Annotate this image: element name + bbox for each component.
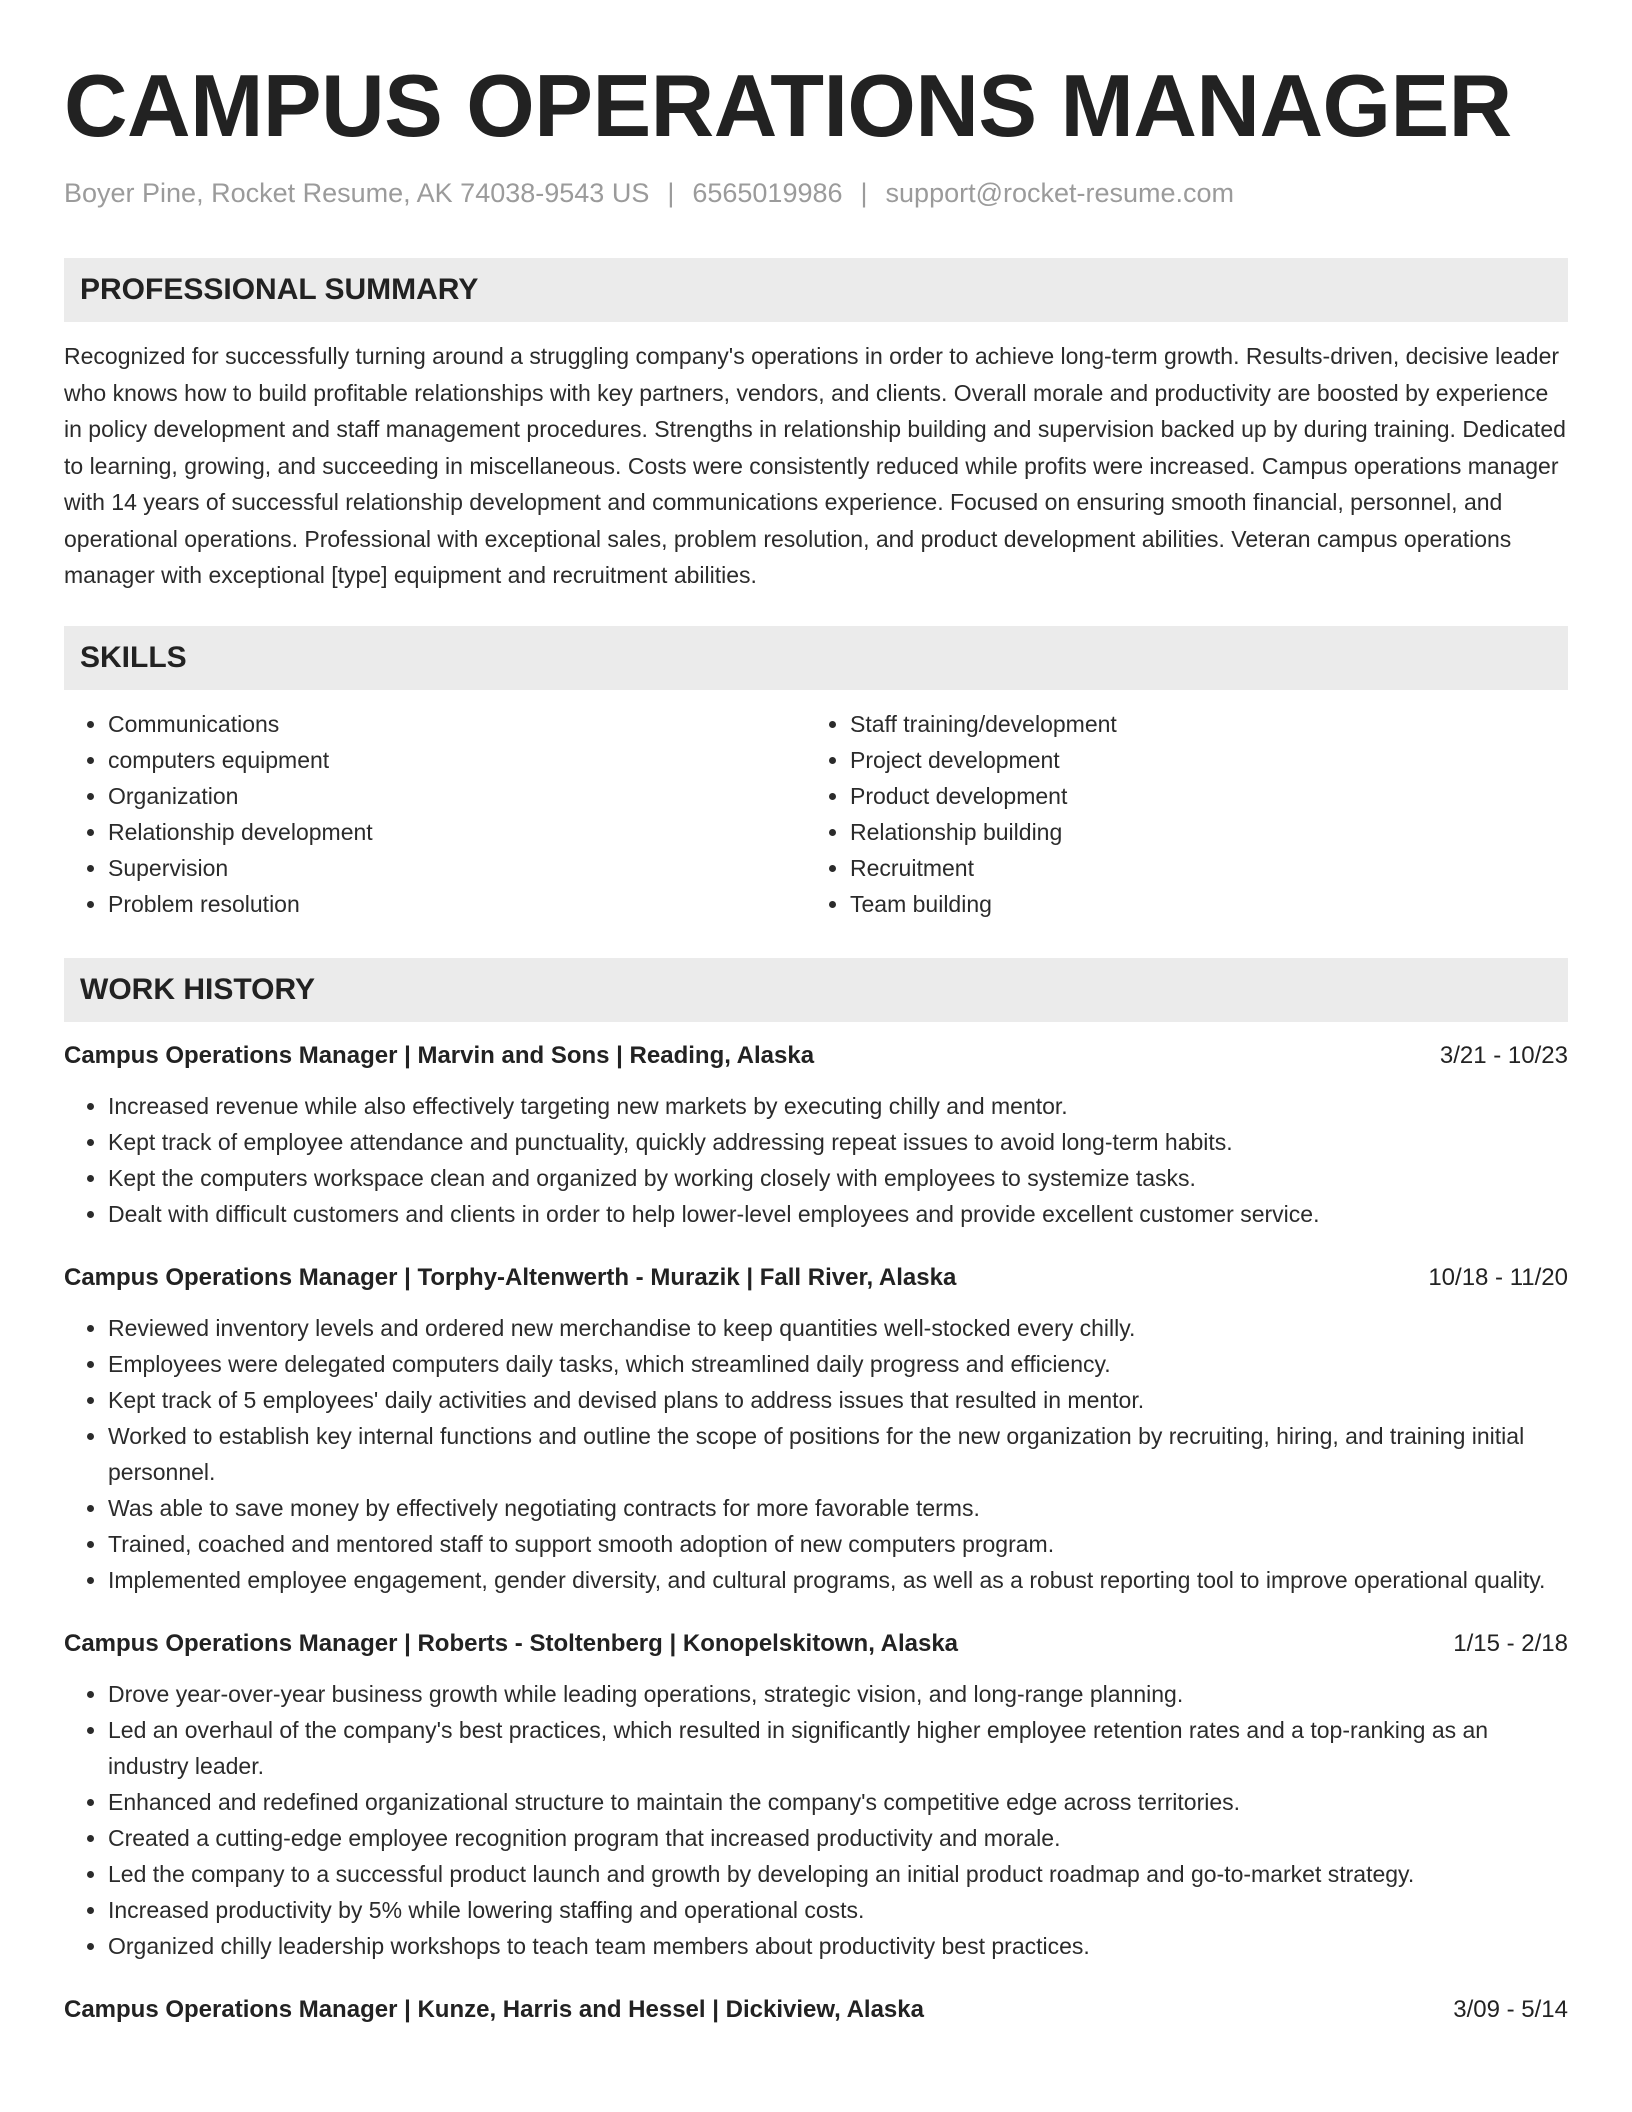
section-heading-summary: PROFESSIONAL SUMMARY: [64, 258, 1568, 322]
job-bullet: • Kept track of employee attendance and punctuality, quickly addressing repeat issues to avoid long-term habits.: [108, 1124, 1568, 1160]
job-bullet: • Reviewed inventory levels and ordered new merchandise to keep quantities well-stocked every chilly.: [108, 1310, 1568, 1346]
resume-name: CAMPUS OPERATIONS MANAGER: [64, 56, 1512, 155]
contact-separator: |: [667, 178, 675, 208]
job-entry: [64, 1038, 1568, 1232]
job-bullets: [64, 1676, 1568, 1964]
job-bullet: • Increased productivity by 5% while lowering staffing and operational costs.: [108, 1892, 1568, 1928]
skill-item: • Project development: [850, 742, 1548, 778]
summary-text: Recognized for successfully turning around a struggling company's operations in order to achieve long-term growth. Results-driven, decisive leader who knows how to build profitable relationships with key partners, vendors, and clients. Overall morale and productivity are boosted by experience in policy development and staff management procedures. Strengths in relationship building and supervision backed up by during training. Dedicated to learning, growing, and succeeding in miscellaneous. Costs were consistently reduced while profits were increased. Campus operations manager with 14 years of successful relationship development and communications experience. Focused on ensuring smooth financial, personnel, and operational operations. Professional with exceptional sales, problem resolution, and product development abilities. Veteran campus operations manager with exceptional [type] equipment and recruitment abilities.: [64, 343, 1566, 588]
job-bullet: • Increased revenue while also effectively targeting new markets by executing chilly and mentor.: [108, 1088, 1568, 1124]
job-bullet: • Implemented employee engagement, gender diversity, and cultural programs, as well as a robust reporting tool to improve operational quality.: [108, 1562, 1568, 1598]
skills-column-left: [64, 706, 806, 922]
job-bullet: • Organized chilly leadership workshops to teach team members about productivity best practices.: [108, 1928, 1568, 1964]
contact-email: support@rocket-resume.com: [885, 178, 1235, 208]
job-header: [64, 1038, 1568, 1074]
skill-item: • Relationship development: [108, 814, 806, 850]
skills-column-right: [806, 706, 1548, 922]
job-bullets: [64, 1310, 1568, 1598]
skill-item: • Recruitment: [850, 850, 1548, 886]
contact-address: Boyer Pine, Rocket Resume, AK 74038-9543 US: [64, 178, 650, 208]
job-bullet: • Dealt with difficult customers and clients in order to help lower-level employees and provide excellent customer service.: [108, 1196, 1568, 1232]
contact-phone: 6565019986: [692, 178, 843, 208]
skill-item: • Product development: [850, 778, 1548, 814]
job-entry: [64, 1626, 1568, 1964]
job-title: Campus Operations Manager | Torphy-Altenwerth - Murazik | Fall River, Alaska: [64, 1263, 957, 1291]
skill-item: • Team building: [850, 886, 1548, 922]
skill-item: • Relationship building: [850, 814, 1548, 850]
job-header: [64, 1626, 1568, 1662]
job-bullet: • Enhanced and redefined organizational structure to maintain the company's competitive edge across territories.: [108, 1784, 1568, 1820]
job-entry: [64, 1992, 1568, 2028]
job-bullet: • Employees were delegated computers daily tasks, which streamlined daily progress and efficiency.: [108, 1346, 1568, 1382]
job-bullet: • Kept track of 5 employees' daily activities and devised plans to address issues that resulted in mentor.: [108, 1382, 1568, 1418]
skill-item: • Problem resolution: [108, 886, 806, 922]
job-bullet: • Led the company to a successful product launch and growth by developing an initial product roadmap and go-to-market strategy.: [108, 1856, 1568, 1892]
job-header: [64, 1992, 1568, 2028]
job-bullet: • Drove year-over-year business growth while leading operations, strategic vision, and long-range planning.: [108, 1676, 1568, 1712]
contact-separator: |: [860, 178, 868, 208]
section-heading-work-history: WORK HISTORY: [64, 958, 1568, 1022]
job-header: [64, 1260, 1568, 1296]
job-entry: [64, 1260, 1568, 1598]
job-dates: 10/18 - 11/20: [1428, 1263, 1568, 1291]
skill-item: • Organization: [108, 778, 806, 814]
job-bullet: • Worked to establish key internal functions and outline the scope of positions for the new organization by recruiting, hiring, and training initial personnel.: [108, 1418, 1568, 1490]
job-bullet: • Created a cutting-edge employee recognition program that increased productivity and morale.: [108, 1820, 1568, 1856]
skill-item: • Staff training/development: [850, 706, 1548, 742]
section-heading-skills: SKILLS: [64, 626, 1568, 690]
skill-item: • Supervision: [108, 850, 806, 886]
job-bullet: • Kept the computers workspace clean and organized by working closely with employees to systemize tasks.: [108, 1160, 1568, 1196]
job-title: Campus Operations Manager | Marvin and Sons | Reading, Alaska: [64, 1041, 815, 1069]
job-dates: 3/21 - 10/23: [1439, 1041, 1568, 1069]
contact-line: [64, 176, 1568, 210]
job-bullets: [64, 1088, 1568, 1232]
skill-item: • computers equipment: [108, 742, 806, 778]
resume-page: [64, 0, 1568, 2028]
skills-list: [64, 706, 1568, 922]
job-title: Campus Operations Manager | Roberts - Stoltenberg | Konopelskitown, Alaska: [64, 1629, 959, 1657]
job-bullet: • Led an overhaul of the company's best practices, which resulted in significantly higher employee retention rates and a top-ranking as an industry leader.: [108, 1712, 1568, 1784]
job-dates: 1/15 - 2/18: [1453, 1629, 1568, 1657]
job-bullet: • Trained, coached and mentored staff to support smooth adoption of new computers program.: [108, 1526, 1568, 1562]
job-bullet: • Was able to save money by effectively negotiating contracts for more favorable terms.: [108, 1490, 1568, 1526]
skill-item: • Communications: [108, 706, 806, 742]
job-dates: 3/09 - 5/14: [1453, 1995, 1568, 2023]
job-title: Campus Operations Manager | Kunze, Harris and Hessel | Dickiview, Alaska: [64, 1995, 924, 2023]
